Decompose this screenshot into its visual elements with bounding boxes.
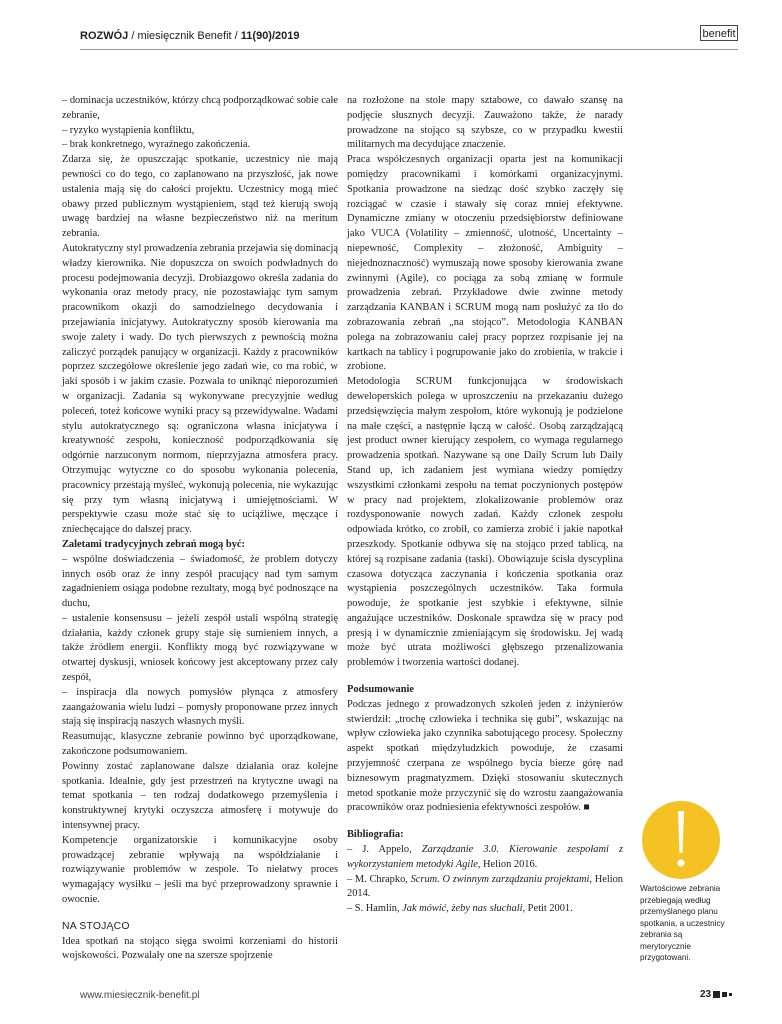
callout-text: Wartościowe zebrania przebiegają według przemyślanego planu spotkania, a uczestnicy zebrania są merytorycznie przygotowani. <box>640 884 725 962</box>
paragraph: – brak konkretnego, wyraźnego zakończenia. <box>62 139 251 151</box>
header-section: ROZWÓJ <box>80 30 129 42</box>
paragraph: Idea spotkań na stojąco sięga swoimi korzeniami do historii wojskowości. Pozwalały one na szersze spojrzenie <box>62 935 338 962</box>
subheading: Zaletami tradycyjnych zebrań mogą być: <box>62 538 245 550</box>
paragraph: – ustalenie konsensusu – jeżeli zespół ustali wspólną strategię działania, każdy członek grupy staje się sumieniem innych, a także źródłem energii. Konflikty mogą być rozwiązywane w otwartej dyskusji, wniosek końcowy jest akceptowany przez cały zespół, <box>62 612 338 684</box>
paragraph: Praca współczesnych organizacji oparta jest na komunikacji pomiędzy pracownikami i komórkami organizacyjnymi. Spotkania prowadzone na siedząc dość szybko zaczęły się rozciągać w czasie i stawały się coraz mniej efektywne. Dynamiczne zmiany w otoczeniu przedsiębiorstw definiowane jako VUCA (Volatility – zmienność, ulotność, Uncertainty – niepewność, Complexity – złożoność, Ambiguity – niejednoznaczność) wymuszają nowe sposoby kierowania zwane zwinnymi (Agile), co pociąga za sobą zmianę w formule prowadzenia zebrań. Przykładowe dwie zwinne metody zarządzania KANBAN i SCRUM mogą nam posłużyć za tło do zobrazowania zebrań „na stojąco”. Metodologia KANBAN polega na zobrazowaniu całej pracy poprzez rozpisanie jej na kartkach na tablicy i pogrupowanie jako do zrobienia, w trakcie i zrobione. <box>347 154 623 373</box>
bibliography-entry <box>347 902 623 917</box>
benefit-logo: benefit <box>700 25 738 41</box>
bibliography-publisher: , Helion 2014. <box>347 873 623 900</box>
exclamation-mark-svg <box>642 801 720 879</box>
header-magazine: miesięcznik Benefit / <box>137 30 241 42</box>
paragraph: Reasumując, klasyczne zebranie powinno być uporządkowane, zakończone podsumowaniem. <box>62 731 338 758</box>
header-separator: / <box>128 30 138 42</box>
bibliography-title: Jak mówić, żeby nas słuchali <box>402 903 523 915</box>
page-number <box>700 989 732 1000</box>
subheading: Podsumowanie <box>347 684 414 696</box>
paragraph-spacer <box>347 671 623 683</box>
paragraph: Autokratyczny styl prowadzenia zebrania przejawia się dominacją władzy kierownika. Nie dopuszcza on swoich podwładnych do procesu podejmowania decyzji. Drobiazgowo określa zadania do wykonania oraz metody pracy, nie pozostawiając tym samym pracownikom okazji do samodzielnego decydowania i przejawiania inicjatywy. Autokratyczny sposób kierowania ma swoje zalety i wady. Do tych pierwszych z pewnością można zaliczyć porządek panujący w organizacji. Każdy z pracowników poprzez szczegółowe określenie jego zadań wie, co ma robić, w jaki sposób i w jakim czasie. Pozwala to uniknąć nieporozumień w organizacji. Zadania są wykonywane precyzyjnie według poleceń, toteż końcowe wyniki pracy są przewidywalne. Wadami stylu autokratycznego są: ograniczona własna inicjatywa i kreatywność zespołu, konieczność podporządkowania się odgórnie narzuconym normom, nieprzyjazna atmosfera pracy. Otrzymując wytyczne co do sposobu wykonania polecenia, pracownicy przestają myśleć, wykonują polecenia, nie wykazując się przy tym własną inicjatywą i umiejętnościami. W perspektywie czasu może stać się to uciążliwe, męczące i zniechęcające do dalszej pracy. <box>62 242 338 536</box>
paragraph: – dominacja uczestników, którzy chcą podporządkować sobie całe zebranie, <box>62 95 338 121</box>
paragraph: Zdarza się, że opuszczając spotkanie, uczestnicy nie mają pewności co do tego, co zaplanowano na przyszłość, jak nowe ustalenia mają się do całości projektu. Uczestnicy mogą mieć obawy przed publicznym wystąpieniem, stąd też kierują swoją uwagę bardziej na własne bezpieczeństwo niż na meritum zebrania. <box>62 154 338 240</box>
page-marker-square <box>713 991 720 998</box>
exclamation-bar <box>678 811 684 853</box>
right-column <box>347 94 623 917</box>
paragraph: – inspiracja dla nowych pomysłów płynąca z atmosfery zaangażowania wielu ludzi – pomysły proponowane przez innych stają się inspiracją naszych własnych myśli. <box>62 686 338 728</box>
section-heading: NA STOJĄCO <box>62 920 130 932</box>
exclamation-icon <box>642 801 720 879</box>
paragraph: Powinny zostać zaplanowane dalsze działania oraz kolejne spotkania. Idealnie, gdy jest przestrzeń na krytyczne uwagi na temat spotkania – ten rodzaj dodatkowego przemyślenia i konstruktywnej krytyki oczyszcza atmosferę i motywuje do intensywnej pracy. <box>62 760 338 832</box>
bibliography-publisher: , Petit 2001. <box>522 903 573 915</box>
bibliography-entry <box>347 843 623 873</box>
page-number-value: 23 <box>700 989 712 1000</box>
paragraph: – wspólne doświadczenia – świadomość, że problem dotyczy innych osób oraz że inny zespół pracujący nad tym samym zagadnieniem osiąga podobne rezultaty, mogą być podnoszące na duchu, <box>62 553 338 610</box>
header-issue: 11(90)/2019 <box>240 30 300 42</box>
paragraph: na rozłożone na stole mapy sztabowe, co dawało szansę na podjęcie słusznych decyzji. Zauważono także, że narady prowadzone na stojąco są szybsze, co w przypadku kwestii militarnych ma decydujące znaczenie. <box>347 95 623 151</box>
subheading: Bibliografia: <box>347 829 404 841</box>
left-column <box>62 94 338 964</box>
page-marker-square <box>722 992 727 997</box>
bibliography-title: Zarządzanie 3.0. Kierowanie zespołami z wykorzystaniem metodyki Agile <box>347 844 623 870</box>
paragraph: Metodologia SCRUM funkcjonująca w środowiskach deweloperskich polega w uproszczeniu na przekazaniu dużego przedsięwzięcia małym zespołom, które wykonują je podzielone na małe części, a następnie łączą w całość. Osobą zarządzającą jest product owner kierujący zespołem, co wymaga regularnego prowadzenia spotkań. Nazywane są one Daily Scrum lub Daily Stand up, ich zadaniem jest wymiana wiedzy pomiędzy wszystkimi członkami zespołu na temat poczynionych postępów w pracy nad projektem, zlokalizowanie problemów oraz rozdysponowanie nowych zadań. Każdy członek zespołu odpowiada krótko, co zrobił, co zamierza zrobić i jakie napotkał przeszkody. Spotkanie odbywa się na stojąco przed tablicą, na której są rozpisane zadania (taski). Obowiązuje ścisła dyscyplina czasowa dotycząca zaczynania i kończenia spotkania oraz wystąpienia poszczególnych uczestników. Taka formuła powoduje, że spotkanie jest szybkie i efektywne, silnie angażujące uczestników. Doskonale sprawdza się w pracy pod presją i w dynamicznie zmieniającym się środowisku. Jej wadą może być utrata możliwości głębszego przenalizowania problemów i tworzenia wartości dodanej. <box>347 376 623 669</box>
paragraph: Kompetencje organizatorskie i komunikacyjne osoby prowadzącej zebranie wpływają na współdziałanie i rozwiązywanie problemów w zespole. To niełatwy proces wymagający wysiłku – jeśli ma być przeprowadzony sprawnie i owocnie. <box>62 834 338 906</box>
bibliography-entry <box>347 873 623 903</box>
bibliography-author: – J. Appelo, <box>347 844 422 856</box>
paragraph-spacer <box>347 816 623 828</box>
footer-url[interactable]: www.miesiecznik-benefit.pl <box>80 990 200 1001</box>
header-divider <box>80 49 738 50</box>
bibliography-author: – S. Hamlin, <box>347 903 403 915</box>
bibliography-author: – M. Chrapko, <box>347 873 411 885</box>
paragraph-spacer <box>62 908 338 920</box>
bibliography-publisher: , Helion 2016. <box>477 858 538 870</box>
paragraph: Podczas jednego z prowadzonych szkoleń jeden z inżynierów stwierdził: „trochę człowieka i technika się gubi”, wskazując na wpływ człowieka jako czynnika sabotującego procesy. Społeczny aspekt spotkań międzyludzkich powoduje, że czasami przyjemność czerpana ze wspólnego bycia bierze górę nad biznesowym pragmatyzmem. Dzięki stosowaniu skutecznych metod spotkanie może przyczynić się do wzrostu zaangażowania pracowników oraz podniesienia efektywności zespołów. ■ <box>347 698 623 814</box>
page-marker-square <box>729 993 732 996</box>
bibliography-title: Scrum. O zwinnym zarządzaniu projektami <box>410 873 590 885</box>
running-header <box>80 30 300 42</box>
exclamation-dot <box>677 859 684 866</box>
paragraph: – ryzyko wystąpienia konfliktu, <box>62 124 195 136</box>
